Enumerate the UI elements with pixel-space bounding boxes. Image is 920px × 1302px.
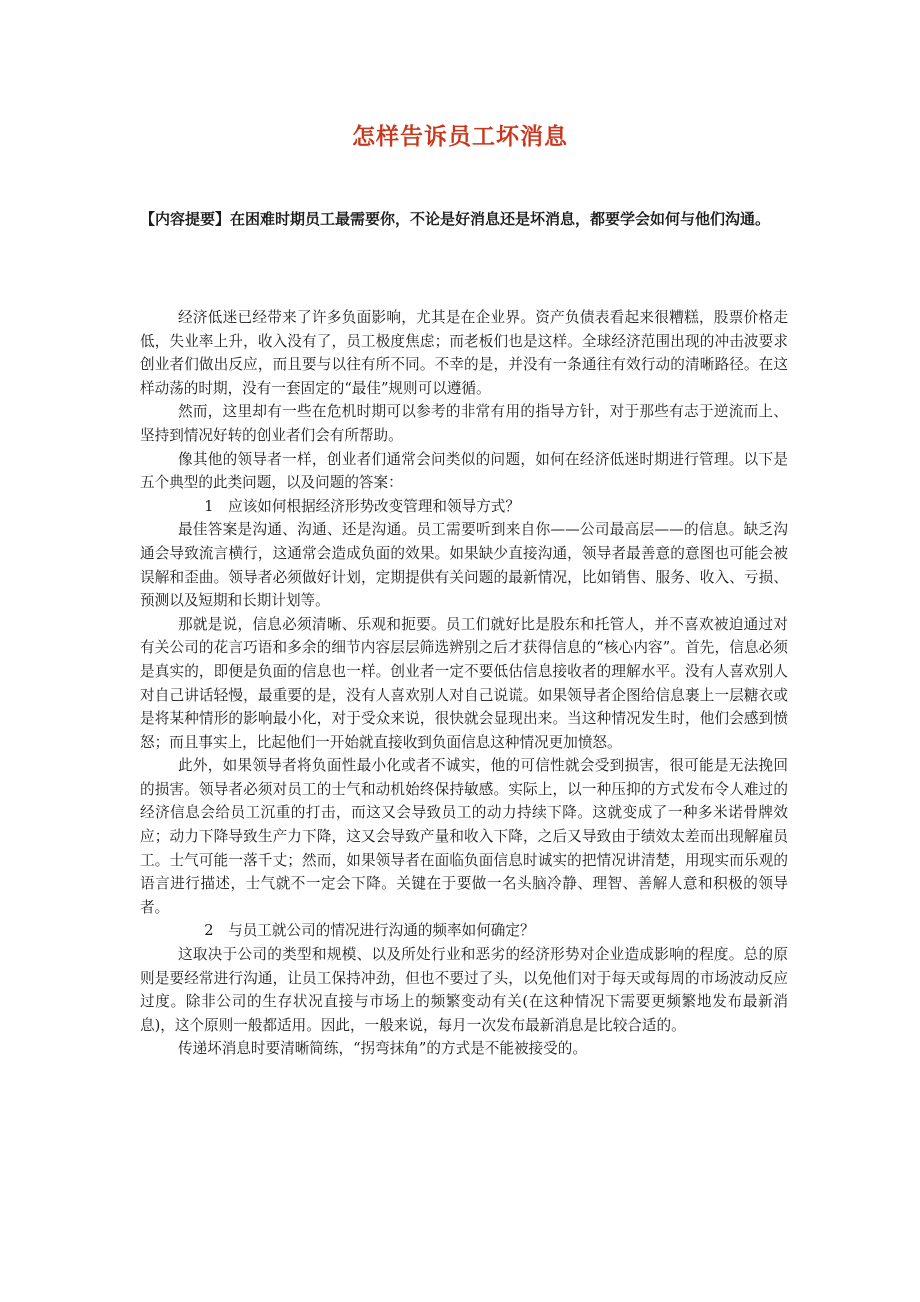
article-body bbox=[140, 306, 788, 1061]
abstract-label: 【内容提要】 bbox=[140, 210, 231, 228]
paragraph: 最佳答案是沟通、沟通、还是沟通。员工需要听到来自你——公司最高层——的信息。缺乏沟通会导致流言横行，这通常会造成负面的效果。如果缺少直接沟通，领导者最善意的意图也可能会被误解和歪曲。领导者必须做好计划，定期提供有关问题的最新情况，比如销售、服务、收入、亏损、预测以及短期和长期计划等。 bbox=[140, 521, 788, 610]
paragraph: 此外，如果领导者将负面性最小化或者不诚实，他的可信性就会受到损害，很可能是无法挽回的损害。领导者必须对员工的士气和动机始终保持敏感。实际上，以一种压抑的方式发布令人难过的经济信息会给员工沉重的打击，而这又会导致员工的动力持续下降。这就变成了一种多米诺骨牌效应；动力下降导致生产力下降，这又会导致产量和收入下降，之后又导致由于绩效太差而出现解雇员工。士气可能一落千丈；然而，如果领导者在面临负面信息时诚实的把情况讲清楚，用现实而乐观的语言进行描述，士气就不一定会下降。关键在于要做一名头脑冷静、理智、善解人意和积极的领导者。 bbox=[140, 757, 788, 916]
abstract-text: 在困难时期员工最需要你，不论是好消息还是坏消息，都要学会如何与他们沟通。 bbox=[230, 210, 771, 228]
paragraph: 这取决于公司的类型和规模、以及所处行业和恶劣的经济形势对企业造成影响的程度。总的原则是要经常进行沟通，让员工保持冲劲，但也不要过了头，以免他们对于每天或每周的市场波动反应过度。除非公司的生存状况直接与市场上的频繁变动有关(在这种情况下需要更频繁地发布最新消息)，这个原则一般都适用。因此，一般来说，每月一次发布最新消息是比较合适的。 bbox=[140, 946, 788, 1034]
paragraph: 经济低迷已经带来了许多负面影响，尤其是在企业界。资产负债表看起来很糟糕，股票价格走低，失业率上升，收入没有了，员工极度焦虑；而老板们也是这样。全球经济范围出现的冲击波要求创业者们做出反应，而且要与以往有所不同。不幸的是，并没有一条通往有效行动的清晰路径。在这样动荡的时期，没有一套固定的“最佳”规则可以遵循。 bbox=[140, 309, 788, 397]
paragraph: 传递坏消息时要清晰简练，“拐弯抹角”的方式是不能被接受的。 bbox=[177, 1040, 587, 1058]
paragraph: 然而，这里却有一些在危机时期可以参考的非常有用的指导方针，对于那些有志于逆流而上、坚持到情况好转的创业者们会有所帮助。 bbox=[140, 403, 788, 444]
abstract bbox=[140, 206, 790, 232]
paragraph: 那就是说，信息必须清晰、乐观和扼要。员工们就好比是股东和托管人，并不喜欢被迫通过对有关公司的花言巧语和多余的细节内容层层筛选辨别之后才获得信息的“核心内容”。首先，信息必须是真实的，即便是负面的信息也一样。创业者一定不要低估信息接收者的理解水平。没有人喜欢别人对自己讲话轻慢，最重要的是，没有人喜欢别人对自己说谎。如果领导者企图给信息裹上一层糖衣或是将某种情形的影响最小化，对于受众来说，很快就会显现出来。当这种情况发生时，他们会感到愤怒；而且事实上，比起他们一开始就直接收到负面信息这种情况更加愤怒。 bbox=[140, 615, 788, 751]
question-heading: 2 与员工就公司的情况进行沟通的频率如何确定？ bbox=[204, 922, 535, 940]
page-title: 怎样告诉员工坏消息 bbox=[352, 124, 568, 150]
paragraph: 像其他的领导者一样，创业者们通常会问类似的问题，如何在经济低迷时期进行管理。以下是五个典型的此类问题，以及问题的答案： bbox=[140, 450, 788, 492]
question-heading: 1 应该如何根据经济形势改变管理和领导方式？ bbox=[204, 497, 520, 515]
